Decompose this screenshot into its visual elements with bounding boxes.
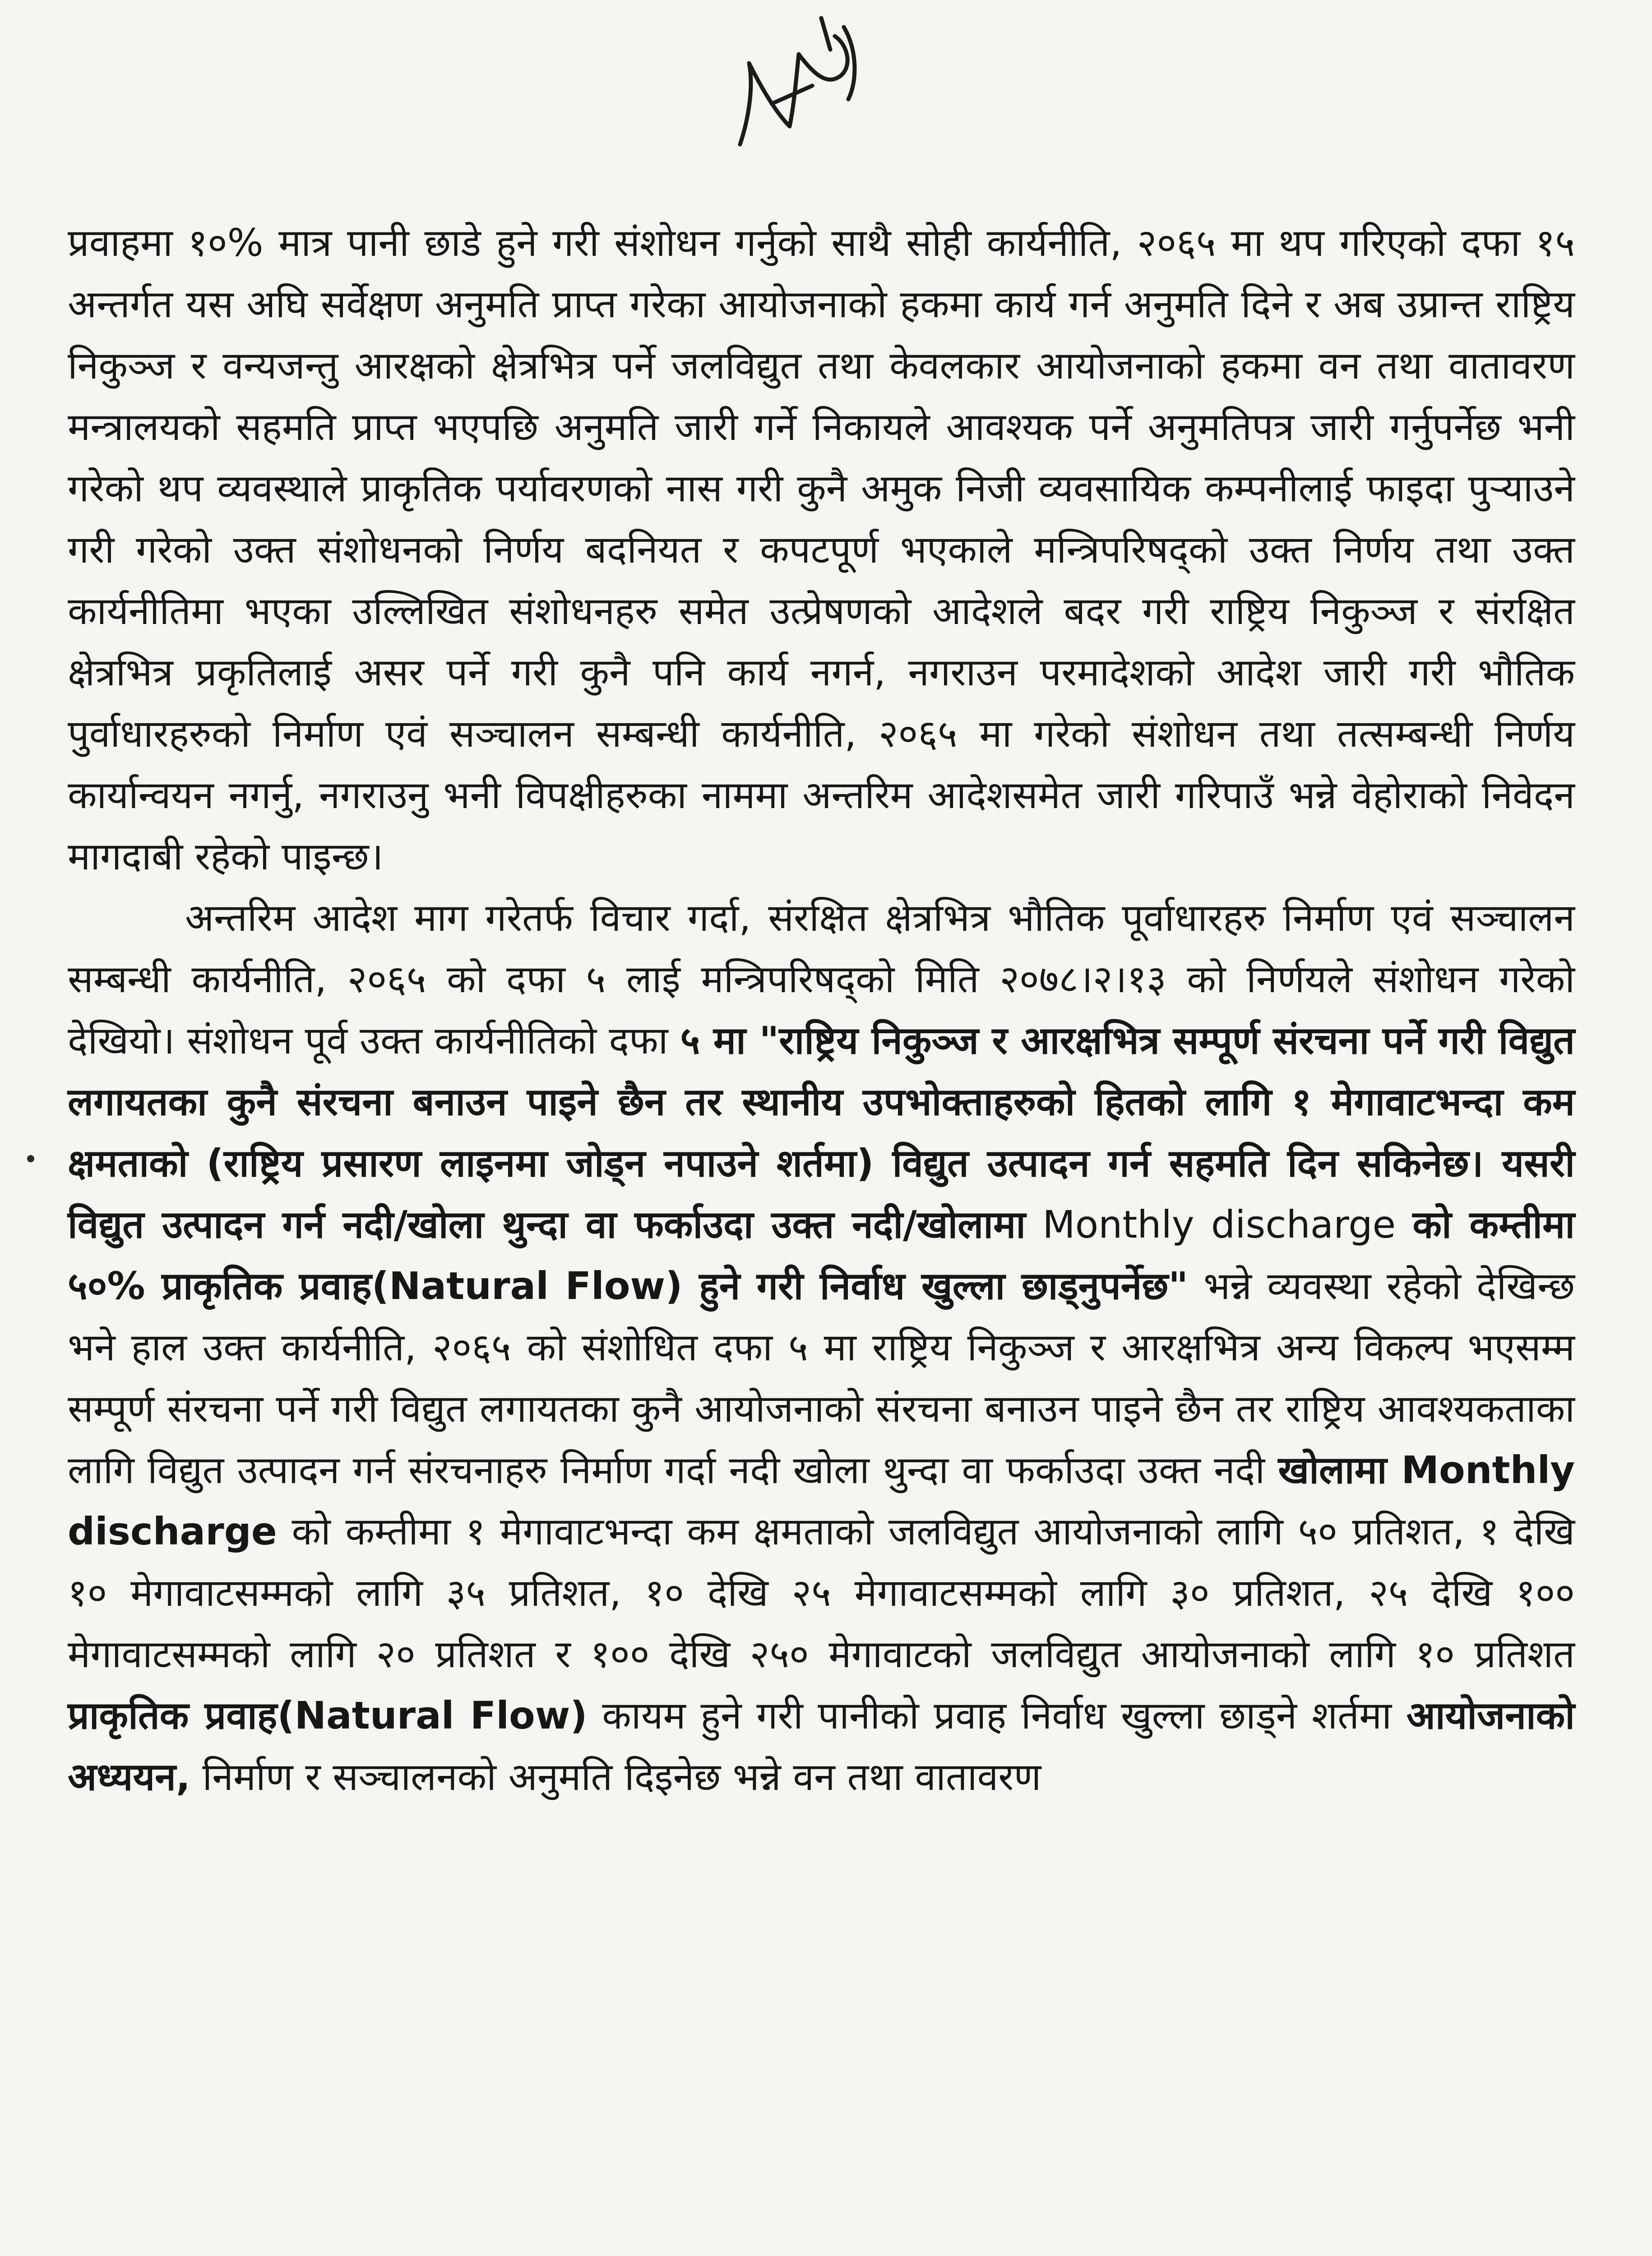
paragraph-2-part-k: निर्माण र सञ्चालनको अनुमति दिइनेछ भन्ने वन तथा वातावरण (202, 1755, 1041, 1799)
paragraph-2-project-study: आयोजनाको अध्ययन, (68, 1693, 1575, 1799)
paragraph-2-quoted-clause: ५ मा "राष्ट्रिय निकुञ्ज र आरक्षभित्र सम्पूर्ण संरचना पर्ने गरी विद्युत लगायतका कुनै संरचना बनाउन पाइने छैन तर स्थानीय उपभोक्ताहरुको हितको लागि १ मेगावाटभन्दा कम क्षमताको (राष्ट्रिय प्रसारण लाइनमा जोड्न नपाउने शर्तमा) विद्युत उत्पादन गर्न सहमति दिन सकिनेछ। यसरी विद्युत उत्पादन गर्न नदी/खोला थुन्दा वा फर्काउदा उक्त नदी/खोलामा (68, 1018, 1575, 1247)
margin-dot (27, 1155, 34, 1162)
paragraph-2-natural-flow: प्राकृतिक प्रवाह(Natural Flow) (68, 1693, 588, 1738)
paragraph-2-part-g: को कम्तीमा १ मेगावाटभन्दा कम क्षमताको जलविद्युत आयोजनाको लागि ५० प्रतिशत, १ देखि १० मेगावाटसम्मको लागि ३५ प्रतिशत, १० देखि २५ मेगावाटसम्मको लागि ३० प्रतिशत, २५ देखि १०० मेगावाटसम्मको लागि २० प्रतिशत र १०० देखि २५० मेगावाटको जलविद्युत आयोजनाको लागि १० प्रतिशत (68, 1509, 1575, 1676)
document-body (68, 212, 1575, 1808)
handwritten-signature-top (722, 9, 871, 180)
paragraph-1: प्रवाहमा १०% मात्र पानी छाडे हुने गरी संशोधन गर्नुको साथै सोही कार्यनीति, २०६५ मा थप गरिएको दफा १५ अन्तर्गत यस अघि सर्वेक्षण अनुमति प्राप्त गरेका आयोजनाको हकमा कार्य गर्न अनुमति दिने र अब उप्रान्त राष्ट्रिय निकुञ्ज र वन्यजन्तु आरक्षको क्षेत्रभित्र पर्ने जलविद्युत तथा केवलकार आयोजनाको हकमा वन तथा वातावरण मन्त्रालयको सहमति प्राप्त भएपछि अनुमति जारी गर्ने निकायले आवश्यक पर्ने अनुमतिपत्र जारी गर्नुपर्नेछ भनी गरेको थप व्यवस्थाले प्राकृतिक पर्यावरणको नास गरी कुनै अमुक निजी व्यवसायिक कम्पनीलाई फाइदा पुऱ्याउने गरी गरेको उक्त संशोधनको निर्णय बदनियत र कपटपूर्ण भएकाले मन्त्रिपरिषद्को उक्त निर्णय तथा उक्त कार्यनीतिमा भएका उल्लिखित संशोधनहरु समेत उत्प्रेषणको आदेशले बदर गरी राष्ट्रिय निकुञ्ज र संरक्षित क्षेत्रभित्र प्रकृतिलाई असर पर्ने गरी कुनै पनि कार्य नगर्न, नगराउन परमादेशको आदेश जारी गरी भौतिक पुर्वाधारहरुको निर्माण एवं सञ्चालन सम्बन्धी कार्यनीति, २०६५ मा गरेको संशोधन तथा तत्सम्बन्धी निर्णय कार्यान्वयन नगर्नु, नगराउनु भनी विपक्षीहरुका नाममा अन्तरिम आदेशसमेत जारी गरिपाउँ भन्ने वेहोराको निवेदन मागदाबी रहेको पाइन्छ। (68, 221, 1575, 878)
paragraph-2-part-i: कायम हुने गरी पानीको प्रवाह निर्वाध खुल्ला छाड्ने शर्तमा (602, 1693, 1392, 1738)
paragraph-2-quoted-clause-end: को कम्तीमा ५०% प्राकृतिक प्रवाह(Natural Flow) हुने गरी निर्वाध खुल्ला छाड्नुपर्नेछ" (68, 1202, 1575, 1308)
paragraph-2 (68, 887, 1575, 1808)
paragraph-2-part-e: भन्ने व्यवस्था रहेको देखिन्छ भने हाल उक्त कार्यनीति, २०६५ को संशोधित दफा ५ मा राष्ट्रिय निकुञ्ज र आरक्षभित्र अन्य विकल्प भएसम्म सम्पूर्ण संरचना पर्ने गरी विद्युत लगायतका कुनै आयोजनाको संरचना बनाउन पाइने छैन तर राष्ट्रिय आवश्यकताका लागि विद्युत उत्पादन गर्न संरचनाहरु निर्माण गर्दा नदी खोला थुन्दा वा फर्काउदा उक्त नदी (68, 1264, 1575, 1492)
paragraph-2-bold-term: खोलामा Monthly discharge (68, 1448, 1575, 1553)
paragraph-2-part-a: अन्तरिम आदेश माग गरेतर्फ विचार गर्दा, संरक्षित क्षेत्रभित्र भौतिक पूर्वाधारहरु निर्माण एवं सञ्चालन सम्बन्धी कार्यनीति, २०६५ को दफा ५ लाई मन्त्रिपरिषद्को मिति २०७८।२।१३ को निर्णयले संशोधन गरेको देखियो। संशोधन पूर्व उक्त कार्यनीतिको दफा (68, 896, 1575, 1063)
paragraph-2-english-term: Monthly discharge (1042, 1202, 1396, 1247)
